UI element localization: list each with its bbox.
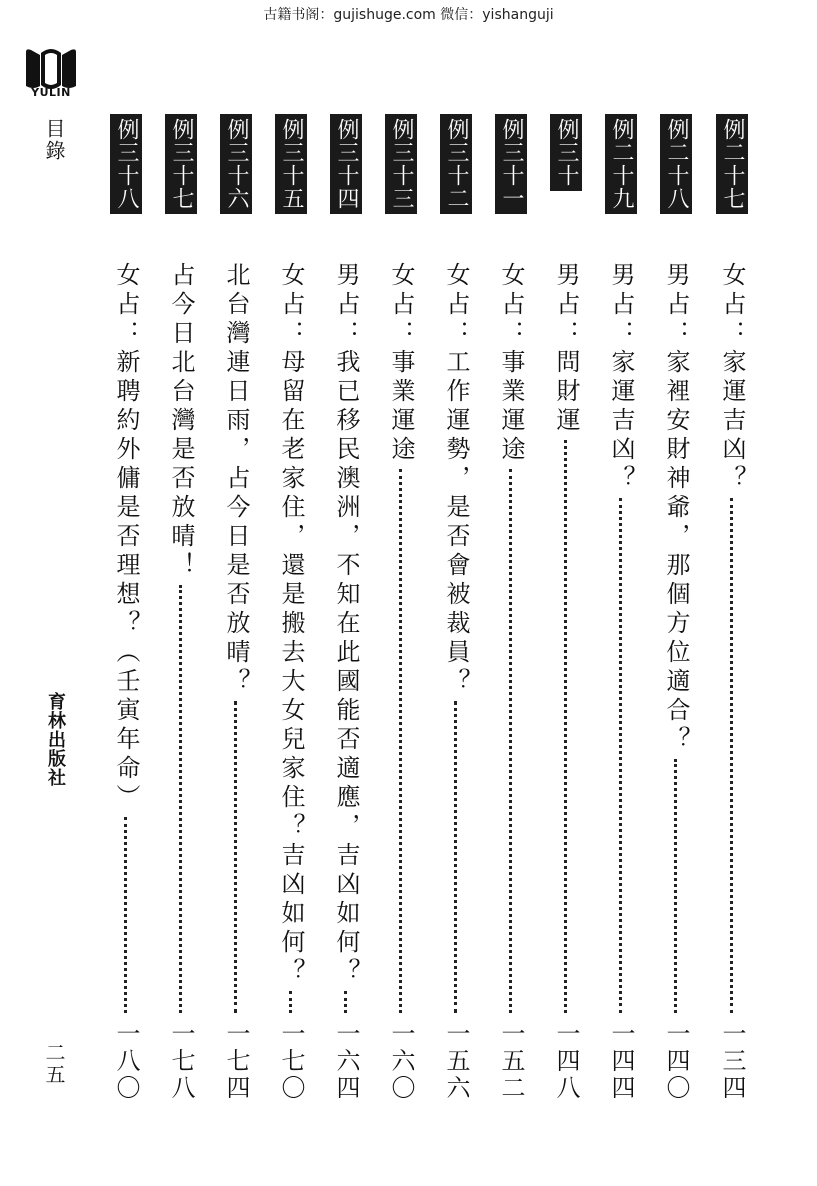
dot-leader — [399, 469, 402, 1013]
dot-leader — [179, 585, 182, 1013]
dot-leader — [730, 498, 733, 1013]
toc-entry — [381, 112, 421, 1102]
dot-leader — [344, 991, 347, 1013]
entry-page: 一七八 — [167, 1021, 195, 1102]
example-label: 例二十九 — [605, 114, 637, 214]
publisher-name: 育林出版社 — [45, 692, 66, 787]
toc-entry — [601, 112, 641, 1102]
entry-page: 一三四 — [718, 1021, 746, 1102]
entry-title: 占今日北台灣是否放晴！ — [167, 262, 195, 581]
example-label: 例二十七 — [716, 114, 748, 214]
entry-page: 一六〇 — [387, 1021, 415, 1102]
toc-entry — [216, 112, 256, 1102]
toc-entry — [106, 112, 146, 1102]
toc-entry — [656, 112, 696, 1102]
entry-page: 一七四 — [222, 1021, 250, 1102]
dot-leader — [674, 759, 677, 1013]
dot-leader — [619, 498, 622, 1013]
page-number: 二五 — [42, 1042, 66, 1086]
toc-entry — [271, 112, 311, 1102]
dot-leader — [289, 991, 292, 1013]
dot-leader — [454, 701, 457, 1013]
entry-page: 一八〇 — [112, 1021, 140, 1102]
toc-entry — [712, 112, 752, 1102]
entry-page: 一五二 — [497, 1021, 525, 1102]
logo-text: YULIN — [31, 86, 71, 99]
entry-page: 一七〇 — [277, 1021, 305, 1102]
example-label: 例三十七 — [165, 114, 197, 214]
toc-entry — [436, 112, 476, 1102]
entry-page: 一六四 — [332, 1021, 360, 1102]
example-label: 例三十四 — [330, 114, 362, 214]
toc-entry — [326, 112, 366, 1102]
dot-leader — [564, 440, 567, 1013]
entry-title: 女占：事業運途 — [497, 262, 525, 465]
example-label: 例三十三 — [385, 114, 417, 214]
example-label: 例三十六 — [220, 114, 252, 214]
entry-title: 北台灣連日雨，占今日是否放晴？ — [222, 262, 250, 697]
example-label: 例三十一 — [495, 114, 527, 214]
entry-title: 男占：問財運 — [552, 262, 580, 436]
entry-title: 女占：事業運途 — [387, 262, 415, 465]
dot-leader — [234, 701, 237, 1013]
example-label: 例三十 — [550, 114, 582, 191]
entry-title: 女占：工作運勢，是否會被裁員？ — [442, 262, 470, 697]
example-label: 例三十二 — [440, 114, 472, 214]
entry-title: 男占：我已移民澳洲，不知在此國能否適應，吉凶如何？ — [332, 262, 360, 987]
entry-title: 女占：新聘約外傭是否理想？（壬寅年命） — [112, 262, 140, 813]
entry-title: 女占：母留在老家住，還是搬去大女兒家住？吉凶如何？ — [277, 262, 305, 987]
entry-page: 一四〇 — [662, 1021, 690, 1102]
entry-page: 一四四 — [607, 1021, 635, 1102]
watermark: 古籍书阁：gujishuge.com 微信：yishanguji — [263, 7, 554, 23]
toc-entry — [491, 112, 531, 1102]
section-title: 目錄 — [42, 118, 66, 162]
toc-entry — [161, 112, 201, 1102]
dot-leader — [124, 817, 127, 1013]
entry-title: 女占：家運吉凶？ — [718, 262, 746, 494]
entry-page: 一五六 — [442, 1021, 470, 1102]
entry-title: 男占：家運吉凶？ — [607, 262, 635, 494]
example-label: 例二十八 — [660, 114, 692, 214]
entry-page: 一四八 — [552, 1021, 580, 1102]
example-label: 例三十五 — [275, 114, 307, 214]
dot-leader — [509, 469, 512, 1013]
toc-entry — [546, 112, 586, 1102]
example-label: 例三十八 — [110, 114, 142, 214]
entry-title: 男占：家裡安財神爺，那個方位適合？ — [662, 262, 690, 755]
